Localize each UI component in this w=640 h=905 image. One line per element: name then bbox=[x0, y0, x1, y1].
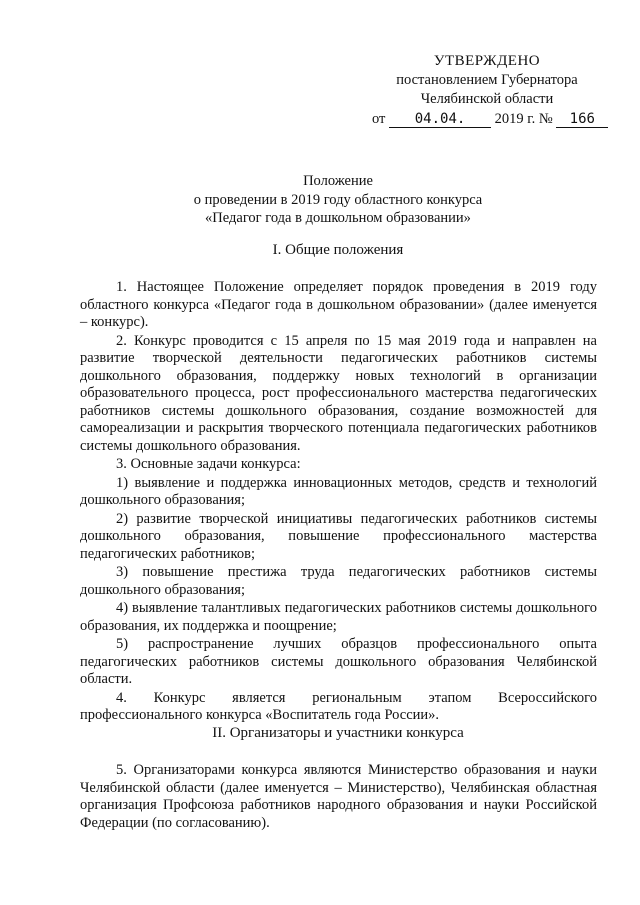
section-1-body bbox=[80, 279, 597, 725]
handwritten-number: 166 bbox=[556, 112, 608, 128]
year-text: 2019 г. № bbox=[494, 111, 553, 127]
date-prefix: от bbox=[372, 111, 386, 127]
title-line-3: «Педагог года в дошкольном образовании» bbox=[205, 210, 471, 226]
paragraph-3-item-3: 3) повышение престижа труда педагогических работников системы дошкольного образования; bbox=[80, 564, 597, 598]
paragraph-3-item-1: 1) выявление и поддержка инновационных методов, средств и технологий дошкольного образования; bbox=[80, 474, 597, 508]
approval-line-1: постановлением Губернатора bbox=[396, 72, 578, 88]
paragraph-3: 3. Основные задачи конкурса: bbox=[116, 456, 301, 472]
section-2-body bbox=[80, 762, 597, 832]
title-line-2: о проведении в 2019 году областного конкурса bbox=[193, 191, 483, 208]
paragraph-1: 1. Настоящее Положение определяет порядок проведения в 2019 году областного конкурса «Педагог года в дошкольном образовании» (далее именуется – конкурс). bbox=[80, 279, 597, 330]
paragraph-3-item-4: 4) выявление талантливых педагогических работников системы дошкольного образования, их поддержка и поощрение; bbox=[80, 600, 597, 634]
paragraph-3-item-5: 5) распространение лучших образцов профессионального опыта педагогических работников системы дошкольного образования Челябинской области. bbox=[80, 636, 597, 687]
approval-heading: УТВЕРЖДЕНО bbox=[433, 53, 541, 69]
document-title bbox=[80, 172, 596, 228]
paragraph-3-item-2: 2) развитие творческой инициативы педагогических работников системы дошкольного образования, повышение профессионального мастерства педагогических работников; bbox=[80, 510, 597, 562]
paragraph-5: 5. Организаторами конкурса являются Министерство образования и науки Челябинской области (далее именуется – Министерство), Челябинская областная организация Профсоюза работников народного образования и науки Российской Федерации (по согласованию). bbox=[80, 762, 597, 831]
approval-block bbox=[372, 52, 602, 129]
paragraph-4: 4. Конкурс является региональным этапом Всероссийского профессионального конкурса «Воспитатель года России». bbox=[80, 689, 597, 723]
paragraph-2: 2. Конкурс проводится с 15 апреля по 15 мая 2019 года и направлен на развитие творческой деятельности педагогических работников системы дошкольного образования, поддержку новых технологий в организации образовательного процесса, рост профессионального мастерства педагогических работников системы дошкольного образования, создание возможностей для самореализации и раскрытия творческого потенциала педагогических работников системы дошкольного образования. bbox=[80, 332, 597, 454]
section-2-heading: II. Организаторы и участники конкурса bbox=[212, 725, 464, 741]
approval-date-line bbox=[372, 110, 602, 129]
handwritten-date: 04.04. bbox=[389, 112, 491, 128]
approval-line-2: Челябинской области bbox=[420, 91, 554, 107]
title-line-1: Положение bbox=[303, 173, 373, 189]
section-1-heading: I. Общие положения bbox=[272, 242, 404, 258]
